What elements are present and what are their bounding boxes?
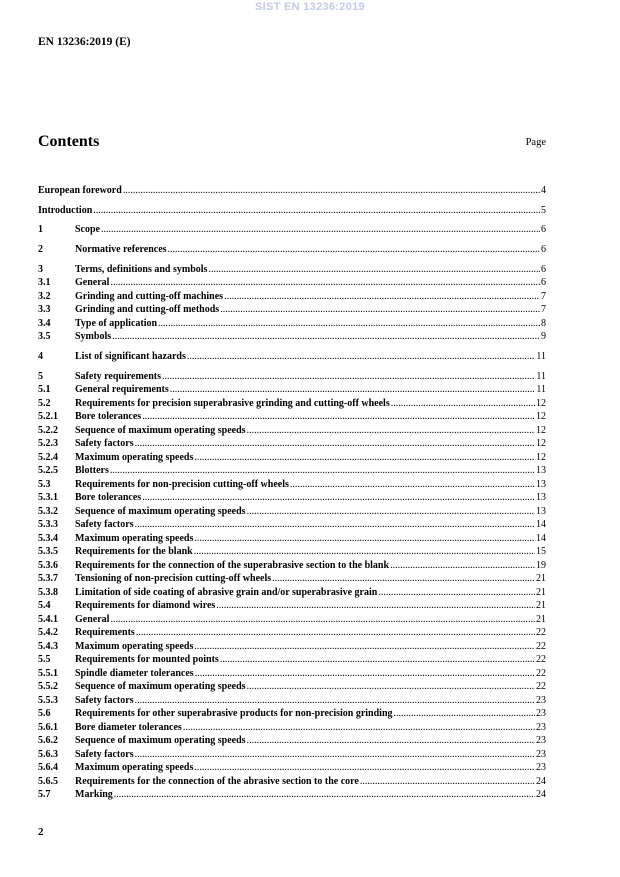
- toc-entry-title: Symbols: [75, 331, 112, 343]
- toc-entry-title: Type of application: [75, 317, 158, 329]
- toc-entry-number: 4: [38, 350, 43, 362]
- toc-entry[interactable]: [38, 532, 546, 546]
- toc-dot-leader: [158, 317, 540, 331]
- toc-entry-number: 2: [38, 244, 43, 256]
- toc-entry-title: Safety factors: [75, 519, 134, 531]
- toc-entry-number: 5.5.3: [38, 694, 58, 706]
- toc-entry-page: 6: [541, 277, 546, 289]
- toc-entry-title: Requirements for the blank: [75, 546, 193, 558]
- toc-entry[interactable]: [38, 383, 546, 397]
- toc-entry-title: Grinding and cutting-off machines: [75, 290, 224, 302]
- toc-dot-leader: [290, 478, 535, 492]
- toc-entry[interactable]: [38, 761, 546, 775]
- toc-entry[interactable]: [38, 330, 546, 344]
- toc-dot-leader: [378, 586, 535, 600]
- toc-entry-title: Maximum operating speeds: [75, 451, 194, 463]
- toc-entry-page: 22: [536, 654, 546, 666]
- toc-entry-page: 4: [541, 185, 546, 196]
- toc-entry-page: 6: [541, 244, 546, 256]
- toc-entry[interactable]: [38, 350, 546, 364]
- toc-dot-leader: [247, 680, 535, 694]
- toc-entry-title: Blotters: [75, 465, 109, 477]
- toc-entry-title: Requirements for the connection of the superabrasive section to the blank: [75, 559, 390, 571]
- toc-entry-title: Limitation of side coating of abrasive grain and/or superabrasive grain: [75, 586, 378, 598]
- toc-entry[interactable]: [38, 518, 546, 532]
- toc-entry-number: 5.4.1: [38, 613, 58, 625]
- toc-dot-leader: [110, 276, 540, 290]
- toc-dot-leader: [168, 243, 540, 257]
- toc-entry-title: Requirements for mounted points: [75, 654, 219, 666]
- toc-entry[interactable]: [38, 317, 546, 331]
- toc-dot-leader: [208, 263, 540, 277]
- toc-entry-number: 5.6.1: [38, 721, 58, 733]
- toc-entry-page: 6: [541, 224, 546, 236]
- toc-entry-page: 12: [536, 397, 546, 409]
- toc-entry-page: 22: [536, 667, 546, 679]
- toc-dot-leader: [220, 303, 540, 317]
- toc-entry-page: 7: [541, 290, 546, 302]
- toc-dot-leader: [194, 532, 535, 546]
- toc-entry-title: European foreword: [38, 185, 122, 196]
- toc-entry[interactable]: [38, 223, 546, 237]
- toc-entry-title: Maximum operating speeds: [75, 762, 194, 774]
- toc-entry-number: 5.4.2: [38, 627, 58, 639]
- contents-title: Contents: [38, 133, 100, 150]
- toc-dot-leader: [360, 775, 535, 789]
- toc-entry[interactable]: [38, 303, 546, 317]
- toc-dot-leader: [224, 290, 540, 304]
- toc-entry-number: 5.3: [38, 478, 51, 490]
- toc-entry-number: 5.6.5: [38, 775, 58, 787]
- toc-entry-page: 13: [536, 505, 546, 517]
- toc-dot-leader: [220, 653, 535, 667]
- toc-entry-page: 22: [536, 640, 546, 652]
- toc-dot-leader: [194, 761, 535, 775]
- toc-dot-leader: [195, 667, 535, 681]
- toc-entry-number: 5.3.5: [38, 546, 58, 558]
- toc-dot-leader: [142, 410, 535, 424]
- toc-entry-title: Safety factors: [75, 438, 134, 450]
- toc-dot-leader: [194, 451, 535, 465]
- toc-entry[interactable]: [38, 204, 546, 218]
- toc-entry-number: 3.4: [38, 317, 51, 329]
- toc-dot-leader: [194, 640, 535, 654]
- toc-entry-number: 5.3.7: [38, 573, 58, 585]
- toc-entry[interactable]: [38, 276, 546, 290]
- toc-entry-number: 5.3.6: [38, 559, 58, 571]
- toc-entry[interactable]: [38, 788, 546, 802]
- toc-dot-leader: [110, 613, 535, 627]
- toc-entry-number: 3: [38, 263, 43, 275]
- toc-entry-number: 5.5: [38, 654, 51, 666]
- toc-entry-number: 3.2: [38, 290, 51, 302]
- toc-entry[interactable]: [38, 437, 546, 451]
- toc-entry-page: 14: [536, 519, 546, 531]
- toc-entry[interactable]: [38, 572, 546, 586]
- watermark: SIST EN 13236:2019: [255, 1, 365, 13]
- toc-entry-title: Sequence of maximum operating speeds: [75, 735, 246, 747]
- toc-entry-page: 13: [536, 492, 546, 504]
- toc-entry-title: Sequence of maximum operating speeds: [75, 505, 246, 517]
- toc-entry-page: 23: [536, 721, 546, 733]
- toc-entry-number: 5.2: [38, 397, 51, 409]
- toc-entry[interactable]: [38, 184, 546, 198]
- toc-dot-leader: [135, 518, 535, 532]
- toc-dot-leader: [123, 184, 540, 198]
- toc-entry-number: 5.4.3: [38, 640, 58, 652]
- toc-entry[interactable]: [38, 290, 546, 304]
- toc-entry-page: 9: [541, 331, 546, 343]
- toc-entry-title: General: [75, 613, 110, 625]
- toc-dot-leader: [162, 370, 535, 384]
- toc-entry-title: Bore diameter tolerances: [75, 721, 182, 733]
- toc-dot-leader: [272, 572, 535, 586]
- toc-entry-page: 11: [536, 370, 546, 382]
- toc-dot-leader: [136, 626, 535, 640]
- toc-entry-title: Grinding and cutting-off methods: [75, 304, 220, 316]
- toc-entry[interactable]: [38, 613, 546, 627]
- toc-entry-title: Requirements: [75, 627, 135, 639]
- toc-entry-page: 11: [536, 384, 546, 396]
- toc-entry-page: 14: [536, 532, 546, 544]
- toc-entry[interactable]: [38, 491, 546, 505]
- toc-entry-page: 13: [536, 465, 546, 477]
- toc-entry-title: Spindle diameter tolerances: [75, 667, 194, 679]
- toc-entry-page: 11: [536, 350, 546, 362]
- toc-entry-number: 5.2.2: [38, 424, 58, 436]
- toc-entry-title: Tensioning of non-precision cutting-off wheels: [75, 573, 272, 585]
- toc-entry[interactable]: [38, 263, 546, 277]
- toc-entry-page: 22: [536, 681, 546, 693]
- toc-entry[interactable]: [38, 721, 546, 735]
- toc-entry-number: 5.7: [38, 789, 51, 801]
- toc-entry-number: 5.3.1: [38, 492, 58, 504]
- toc-entry-number: 5.5.1: [38, 667, 58, 679]
- toc-dot-leader: [194, 545, 535, 559]
- page-number: 2: [38, 826, 44, 838]
- toc-entry[interactable]: [38, 559, 546, 573]
- toc-entry-title: Safety factors: [75, 748, 134, 760]
- toc-dot-leader: [247, 424, 535, 438]
- toc-entry-number: 3.5: [38, 331, 51, 343]
- toc-entry-title: Bore tolerances: [75, 411, 142, 423]
- toc-entry-title: Terms, definitions and symbols: [75, 263, 208, 275]
- toc-entry[interactable]: [38, 586, 546, 600]
- toc-entry-title: Maximum operating speeds: [75, 532, 194, 544]
- toc-entry-page: 12: [536, 438, 546, 450]
- toc-entry-number: 3.1: [38, 277, 51, 289]
- toc-entry-title: Scope: [75, 224, 100, 236]
- toc-entry-page: 5: [541, 204, 546, 216]
- toc-entry-number: 5.6.2: [38, 735, 58, 747]
- toc-entry[interactable]: [38, 707, 546, 721]
- toc-entry-title: Requirements for precision superabrasive grinding and cutting-off wheels: [75, 397, 390, 409]
- toc-dot-leader: [135, 694, 535, 708]
- toc-entry-number: 5.5.2: [38, 681, 58, 693]
- toc-entry-title: Requirements for the connection of the abrasive section to the core: [75, 775, 359, 787]
- toc-dot-leader: [390, 559, 535, 573]
- toc-entry-page: 23: [536, 708, 546, 720]
- toc-entry-title: General requirements: [75, 384, 169, 396]
- toc-entry-title: Maximum operating speeds: [75, 640, 194, 652]
- toc-entry-number: 5.2.1: [38, 411, 58, 423]
- toc-entry-title: Normative references: [75, 244, 167, 256]
- toc-dot-leader: [391, 397, 535, 411]
- toc-entry-number: 5.6: [38, 708, 51, 720]
- toc-dot-leader: [247, 505, 535, 519]
- toc-entry[interactable]: [38, 451, 546, 465]
- toc-entry-page: 23: [536, 762, 546, 774]
- toc-entry[interactable]: [38, 694, 546, 708]
- toc-entry-page: 12: [536, 424, 546, 436]
- toc-dot-leader: [394, 707, 535, 721]
- toc-entry-title: Requirements for non-precision cutting-off wheels: [75, 478, 289, 490]
- toc-entry[interactable]: [38, 478, 546, 492]
- table-of-contents: [38, 184, 546, 802]
- toc-dot-leader: [183, 721, 535, 735]
- toc-entry[interactable]: [38, 667, 546, 681]
- toc-entry[interactable]: [38, 626, 546, 640]
- toc-entry-page: 23: [536, 735, 546, 747]
- toc-entry[interactable]: [38, 397, 546, 411]
- toc-entry-page: 19: [536, 559, 546, 571]
- toc-entry-page: 6: [541, 263, 546, 275]
- toc-entry[interactable]: [38, 680, 546, 694]
- toc-entry[interactable]: [38, 734, 546, 748]
- toc-entry-page: 8: [541, 317, 546, 329]
- toc-entry-page: 24: [536, 789, 546, 801]
- toc-entry-number: 5.2.5: [38, 465, 58, 477]
- toc-entry-title: Requirements for other superabrasive products for non-precision grinding: [75, 708, 393, 720]
- toc-entry[interactable]: [38, 775, 546, 789]
- page-column-label: Page: [525, 137, 546, 148]
- toc-entry-number: 5.1: [38, 384, 51, 396]
- toc-entry-number: 1: [38, 224, 43, 236]
- toc-entry-title: Sequence of maximum operating speeds: [75, 681, 246, 693]
- toc-dot-leader: [142, 491, 535, 505]
- toc-dot-leader: [110, 464, 535, 478]
- toc-entry-title: General: [75, 277, 110, 289]
- toc-entry-page: 21: [536, 586, 546, 598]
- toc-entry-title: Safety requirements: [75, 370, 162, 382]
- toc-entry-number: 5.3.2: [38, 505, 58, 517]
- toc-entry-number: 5.3.4: [38, 532, 58, 544]
- toc-dot-leader: [135, 437, 535, 451]
- toc-entry-title: Requirements for diamond wires: [75, 600, 216, 612]
- toc-dot-leader: [93, 204, 540, 218]
- toc-entry-number: 3.3: [38, 304, 51, 316]
- toc-entry[interactable]: [38, 505, 546, 519]
- toc-entry-page: 23: [536, 748, 546, 760]
- toc-dot-leader: [135, 748, 535, 762]
- toc-entry-page: 22: [536, 627, 546, 639]
- toc-entry-number: 5.2.3: [38, 438, 58, 450]
- toc-entry-page: 12: [536, 411, 546, 423]
- toc-entry[interactable]: [38, 640, 546, 654]
- toc-entry-page: 21: [536, 613, 546, 625]
- toc-entry-title: Safety factors: [75, 694, 134, 706]
- toc-dot-leader: [112, 330, 540, 344]
- toc-entry[interactable]: [38, 424, 546, 438]
- toc-entry-title: Marking: [75, 789, 113, 801]
- toc-dot-leader: [187, 350, 536, 364]
- toc-entry-title: Bore tolerances: [75, 492, 142, 504]
- document-id-header: EN 13236:2019 (E): [38, 36, 131, 48]
- toc-entry-page: 21: [536, 600, 546, 612]
- toc-entry[interactable]: [38, 410, 546, 424]
- toc-entry-number: 5.6.3: [38, 748, 58, 760]
- toc-entry[interactable]: [38, 464, 546, 478]
- toc-entry-page: 21: [536, 573, 546, 585]
- toc-entry-number: 5: [38, 370, 43, 382]
- toc-entry-title: Introduction: [38, 204, 93, 216]
- toc-dot-leader: [247, 734, 535, 748]
- toc-dot-leader: [101, 223, 540, 237]
- toc-entry-number: 5.2.4: [38, 451, 58, 463]
- toc-entry-page: 7: [541, 304, 546, 316]
- toc-entry[interactable]: [38, 545, 546, 559]
- toc-entry-page: 13: [536, 478, 546, 490]
- toc-entry-title: List of significant hazards: [75, 350, 186, 362]
- toc-entry-number: 5.3.3: [38, 519, 58, 531]
- toc-entry-number: 5.6.4: [38, 762, 58, 774]
- toc-entry-number: 5.3.8: [38, 586, 58, 598]
- toc-entry-page: 15: [536, 546, 546, 558]
- toc-entry[interactable]: [38, 599, 546, 613]
- toc-entry[interactable]: [38, 748, 546, 762]
- toc-entry-page: 23: [536, 694, 546, 706]
- toc-entry[interactable]: [38, 243, 546, 257]
- toc-dot-leader: [216, 599, 535, 613]
- toc-entry[interactable]: [38, 370, 546, 384]
- toc-entry-title: Sequence of maximum operating speeds: [75, 424, 246, 436]
- toc-dot-leader: [114, 788, 535, 802]
- toc-dot-leader: [170, 383, 536, 397]
- toc-entry-page: 12: [536, 451, 546, 463]
- toc-entry-page: 24: [536, 775, 546, 787]
- toc-entry[interactable]: [38, 653, 546, 667]
- toc-entry-number: 5.4: [38, 600, 51, 612]
